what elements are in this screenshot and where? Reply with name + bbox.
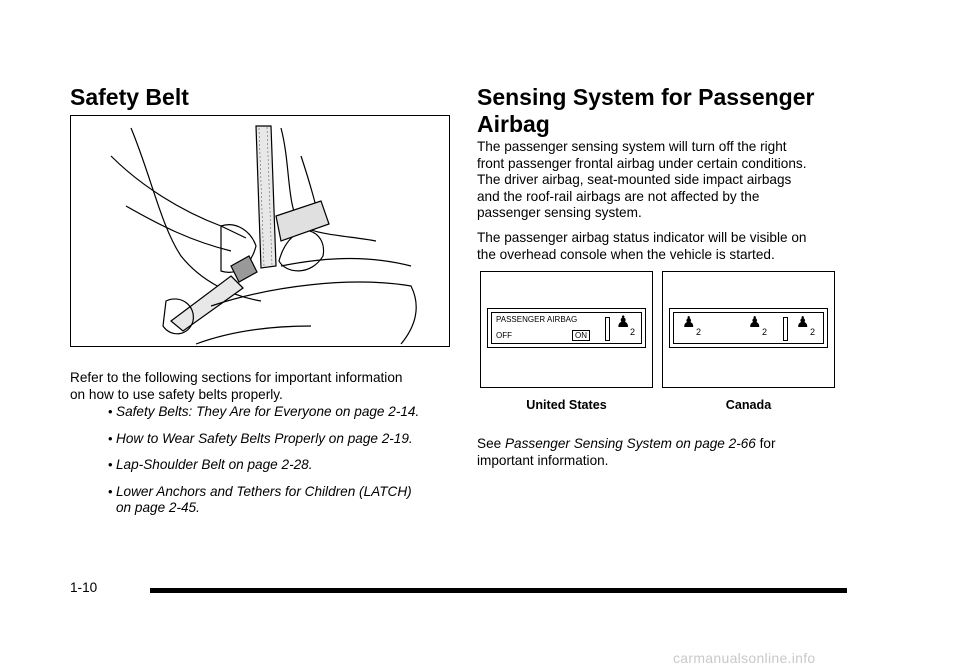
see-reference-paragraph <box>477 436 867 469</box>
para1-line: The driver airbag, seat-mounted side impact airbags <box>477 172 792 187</box>
us-indicator-display <box>487 308 646 348</box>
canada-indicator-figure <box>662 271 835 388</box>
sensing-paragraph-2 <box>477 230 867 263</box>
see-line-2: important information. <box>477 452 609 468</box>
off-label: OFF <box>496 331 512 340</box>
caption-canada: Canada <box>725 398 772 412</box>
list-item[interactable] <box>70 431 470 448</box>
list-item-text: How to Wear Safety Belts Properly on page 2-19. <box>116 430 413 446</box>
watermark: carmanualsonline.info <box>673 650 816 666</box>
bullet-icon: • <box>108 404 113 419</box>
on-off-indicator-icon <box>783 317 788 341</box>
airbag-deploy-icon: ♟ <box>682 314 696 331</box>
para1-line: front passenger frontal airbag under certain conditions. <box>477 155 807 171</box>
heading-line-2: Airbag <box>477 111 550 137</box>
safety-belt-reference-list <box>70 404 470 527</box>
us-indicator-figure <box>480 271 653 388</box>
airbag-deploy-icon: ♟ <box>748 314 762 331</box>
caption-united-states: United States <box>526 398 607 412</box>
bullet-icon: • <box>108 483 113 499</box>
list-item[interactable] <box>70 404 470 421</box>
canada-indicator-display <box>669 308 828 348</box>
sensing-paragraph-1 <box>477 139 867 222</box>
seat-number-label: 2 <box>762 327 768 337</box>
seated-passenger-icon: ♟ <box>616 314 631 331</box>
sensing-system-heading <box>477 84 814 138</box>
list-item-text: Lap-Shoulder Belt on page 2-28. <box>116 457 313 472</box>
see-line-1 <box>477 436 867 453</box>
page-number: 1-10 <box>70 580 98 595</box>
seat-number-label: 2 <box>810 327 816 337</box>
see-prefix: See <box>477 436 505 451</box>
list-item[interactable] <box>70 457 470 474</box>
safety-belt-heading: Safety Belt <box>70 84 189 110</box>
see-reference-link[interactable]: Passenger Sensing System on page 2-66 <box>504 436 756 451</box>
bullet-icon: • <box>108 430 113 446</box>
list-item[interactable] <box>70 484 470 517</box>
on-off-indicator-icon <box>605 317 610 341</box>
belt-drawing-icon <box>71 116 448 345</box>
para2-line: the overhead console when the vehicle is started. <box>477 246 775 262</box>
heading-line-1: Sensing System for Passenger <box>477 84 815 110</box>
para2-line: The passenger airbag status indicator will be visible on <box>477 230 807 245</box>
list-item-text-cont: on page 2-45. <box>116 500 200 515</box>
safety-belt-illustration <box>70 115 450 347</box>
intro-line-2: on how to use safety belts properly. <box>70 386 283 402</box>
passenger-airbag-label: PASSENGER AIRBAG <box>496 315 578 324</box>
seat-number-label: 2 <box>696 327 702 337</box>
para1-line: and the roof-rail airbags are not affected by the <box>477 188 760 204</box>
footer-rule <box>150 588 847 593</box>
on-label: ON <box>572 330 590 341</box>
list-item-text: Safety Belts: They Are for Everyone on page 2-14. <box>116 404 420 419</box>
bullet-icon: • <box>108 457 113 472</box>
intro-paragraph <box>70 370 455 403</box>
list-item-text: Lower Anchors and Tethers for Children (LATCH) <box>116 483 412 499</box>
para1-line: passenger sensing system. <box>477 205 642 220</box>
intro-line-1: Refer to the following sections for important information <box>70 370 403 385</box>
seat-number-label: 2 <box>630 327 636 337</box>
seated-passenger-icon: ♟ <box>796 314 810 331</box>
para1-line: The passenger sensing system will turn off the right <box>477 139 787 154</box>
see-suffix: for <box>755 436 776 451</box>
